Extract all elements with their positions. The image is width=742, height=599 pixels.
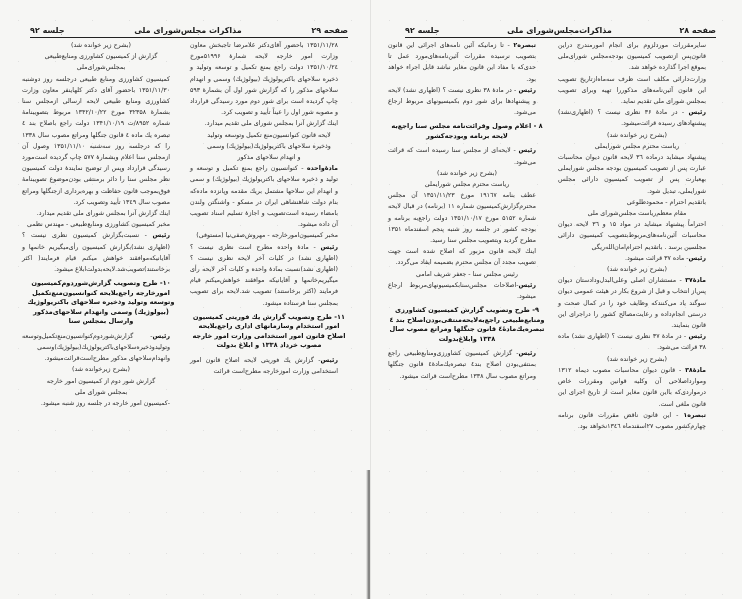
paragraph-text: (بشرح زیر خوانده شد) xyxy=(437,169,497,177)
running-title: مذاکرات مجلس‌شورای ملی xyxy=(134,26,242,35)
paragraph-text: لایحه قانون کنوانسیون‌منع تکمیل وتوسعه وتولید xyxy=(207,131,331,139)
paragraph xyxy=(388,145,546,167)
paragraph xyxy=(558,410,716,432)
paragraph xyxy=(190,163,348,230)
paragraph xyxy=(558,275,716,331)
paragraph-text: گزارش از کمیسیون کشاورزی ومنابع‌طبیعی xyxy=(44,53,158,61)
paragraph-text: ۸ - اعلام وصول وقرائت‌نامه مجلس سنا راجع‌به لایحه برنامه وبودجه‌کشور xyxy=(391,122,543,140)
paragraph-text: - مادهٔ واحده مطرح است نظری نیست ؟ (اظهاری نشد) در کلیات آخر لایحه نظری نیست ؟ (اظهاری نشد)نسبت بمادهٔ واحده و کلیات آخر لایحه رأی میگیریم‌خانمها و آقایانیکه موافقند خواهش‌میکنم قیام فرمایند (اکثر برخاستند) تصویب شد.لایحه برای تصویب بمجلس سنا فرستاده میشود. xyxy=(190,243,338,307)
centered-line xyxy=(190,141,348,152)
speaker-label: رئیس xyxy=(518,350,536,358)
paragraph-text: پیشنهاد میشاید درماده ۳٦ لایحه قانون دیوان محاسبات عبارت پس از تصویب کمیسیون بودجه مجلس شورایملی بهعبارت پس از تصویب کمیسیون دارائی مجلس شورایملی، تبدیل شود. xyxy=(558,154,706,195)
paragraph-text: اینك گزارش آنرا بمجلس شورای ملی تقدیم میدارد. xyxy=(36,210,170,218)
centered-line xyxy=(558,354,716,365)
running-title: مذاکرات‌مجلس‌شورای ملی xyxy=(507,26,612,35)
speaker-label: رئیس xyxy=(518,147,536,155)
left-page-header xyxy=(30,26,348,38)
paragraph xyxy=(388,280,546,302)
paragraph-text: باتقدیم احترام - محمودطلوعی xyxy=(626,198,706,206)
page-number: صفحه ۲۹ xyxy=(311,26,348,35)
paragraph-text: اینك لایحه قانون مزبور که اصلاح شده است جهت تصویب مجدد آن مجلس محترم بضمیمه ایفاد می‌گردد. xyxy=(388,248,536,267)
speaker-label: رئیس xyxy=(320,356,338,364)
speaker-label: رئیس xyxy=(518,281,536,289)
paragraph-text: وزارت‌دارائی مکلف است ظرف سه‌ماه‌ازتاریخ تصویب این قانون آئین‌نامه‌های مذکوررا تهیه وبرای تصویب بمجلس شورای ملی تقدیم نماید. xyxy=(558,75,706,106)
paragraph xyxy=(190,40,348,118)
paragraph-text: ریاست محترم مجلس شورایملی xyxy=(594,142,680,150)
paragraph-text: ۱۱- طرح وتصویب گزارش یك فوریتی کمیسیون امور استخدام وسازمانهای اداری راجع‌بلایحه اصلاح قانون امور استخدامی وزارت امور خارجه مصوب خرداد ۱۳۳۸ و ابلاغ بدولت xyxy=(192,312,346,350)
paragraph-text: اینك گزارش آنرا بمجلس شورای ملی تقدیم میدارد. xyxy=(204,120,338,128)
paragraph-text: احتراماً پیشنهاد میشاید در مواد ۱۵ و ۳٦ لایحه دیوان محاسبات آئین‌نامه‌های‌مربوط‌بتصویب کمیسیون دارائی مجلسین برسد . باتقدیم احترام‌امان‌الله‌ریگی xyxy=(558,221,706,251)
paragraph-text: مخبر کمیسیون کشاورزی ومنابع‌طبیعی - مهندس نظمی xyxy=(26,221,170,229)
paragraph-text: ۹- طرح وتصویب گزارش کمیسیون کشاورزی ومنابع‌طبیعی راجع‌به‌لایحه‌منتفی‌بودن‌اصلاح بند ٤ تبصره‌یك‌مادهٔ٤ قانون جنگلها ومراتع مصوب سال ۱۳۳۸ وابلاغ‌بدولت xyxy=(389,306,545,343)
centered-line xyxy=(388,179,546,190)
section-heading xyxy=(388,306,546,344)
paragraph xyxy=(22,331,180,365)
left-page-column-right xyxy=(22,40,180,409)
centered-line xyxy=(558,130,716,141)
session-number: جلسه ۹۲ xyxy=(30,26,65,35)
paragraph-text: (بشرح زیر خوانده شد) xyxy=(607,355,667,363)
speaker-label: مادهٔ‌واحده xyxy=(306,165,338,173)
speaker-label: رئیس xyxy=(518,86,536,94)
paragraph xyxy=(388,85,546,119)
paragraph-text: - این قانون ناقض مقررات قانون برنامه چهارم‌کشور مصوب ۲۷اسفندماه ۱۳٤٦نخواهد بود. xyxy=(558,411,706,430)
paragraph-text: (بشرح زیر خوانده شد) xyxy=(71,42,131,49)
speaker-label: مادهٔ۳۸ xyxy=(685,366,706,374)
paragraph-text: ۱۰- طرح وتصویب گزارش‌شوردوم‌کمیسیون امورخارجه راجع‌بلایحه کنوانسیون‌منع‌تکمیل وتوسعه وتولید وذخیره سلاحهای باکتریولوژیك (بیولوژیك) وسمی وانهدام سلاحهای‌مذکور وارسال بمجلس سنا xyxy=(27,279,175,326)
paragraph-text: ۱۳۵۱/۱۱/۲۸ باحضور آقای‌دکتر غلامرضا تاجبخش معاون وزارت امور خارجه لایحه شمارهٔ ۵۱۹۹۶مورخ ۱۳۵۱/۱۰/۲٤ دولت راجع بمنع تکمیل و توسعه وتولید و ذخیره سلاحهای باکتریولوژیك (بیولوژیك) وسمی و انهدام سلاحهای مذکور را که گزارش شور اول آن بشمارهٔ ۵۹۳ چاپ گردیده است برای شور دوم مورد رسیدگی قرارداد و مصوبه شور اول را عیناً تأیید و تصویب کرد. xyxy=(190,42,338,117)
section-heading xyxy=(22,279,180,327)
paragraph-text: - در مادهٔ ۳۷ نظری نیست ؟ (اظهاری نشد) ماده ۳۸ قرائت می‌شود. xyxy=(558,333,706,352)
paragraph xyxy=(558,74,716,108)
right-page-column-right xyxy=(558,40,716,432)
paragraph xyxy=(558,197,716,208)
paragraph xyxy=(190,242,348,309)
paragraph xyxy=(190,355,348,377)
speaker-label: رئیس xyxy=(152,232,170,240)
paragraph-text: - قانون دیوان محاسبات مصوب دیماه ۱۳۱۲ وموارداصلاحی آن وکلیه قوانین ومقررات خاص درمواردی‌که بااین قانون مغایر است از تاریخ اجرای این قانون ملغی است. xyxy=(558,366,706,408)
paragraph xyxy=(190,118,348,129)
right-page-column-left xyxy=(388,40,546,382)
paragraph-text: - تا زمانیکه آئین نامه‌های اجرائی این قانون بتصویب نرسیده مقررات آئین‌نامه‌های‌مورد عمل تا حدی‌که با مفاد این قانون مغایر نباشد قابل اجراء خواهد بود. xyxy=(388,42,536,83)
paragraph xyxy=(558,365,716,410)
paragraph xyxy=(388,190,546,246)
page-number: صفحه ۲۸ xyxy=(679,26,716,35)
speaker-label: رئیس xyxy=(688,333,706,341)
paragraph xyxy=(22,74,180,208)
centered-line xyxy=(558,141,716,152)
centered-line xyxy=(22,51,180,62)
speaker-label: رئیس xyxy=(152,332,170,340)
paragraph-text: - نسبت‌بگزارش کمیسیون نظری نیست ؟ (اظهاری نشد)بگزارش کمیسیون رأی‌میگیریم خانمها و آقایانیکه‌موافقند خواهش میکنم قیام فرمایند( اکثر برخاستند)تصویب‌شد.لایحه‌بدولت‌ابلاغ میشود. xyxy=(22,232,170,274)
paragraph-text: (بشرح زیرخوانده شد) xyxy=(72,366,130,374)
paragraph xyxy=(22,230,180,275)
section-heading xyxy=(190,313,348,351)
paragraph-text: رئیس مجلس سنا - جعفر شریف امامی xyxy=(416,270,518,278)
paragraph-text: - گزارش‌شوردوم‌کنوانسیون‌منع‌تکمیل‌وتوسعه وتولیدوذخیره‌سلاحهای‌باکتریولوژیك(بیولوژیك)وسمی وانهدام‌سلاحهای مذکور مطرح‌است‌قرائت‌میشود. xyxy=(22,332,170,363)
paragraph xyxy=(388,348,546,382)
session-number: جلسه ۹۲ xyxy=(405,26,440,35)
paragraph-text: ریاست محترم مجلس شورایملی xyxy=(424,181,510,189)
paragraph-text: (بشرح زیر خوانده شد) xyxy=(607,131,667,139)
paragraph-text: کمیسیون کشاورزی ومنابع طبیعی درجلسه روز دوشنبه ۱۳۵۱/۱۱/۳۰ باحضور آقای دکتر کلهاینفر معاون وزارت کشاورزی ومنابع طبیعی لایحه ارسالی ازمجلس سنا بشمارهٔ ۳۲۳۵۸ مورخ ۱۳۴۲/۱۰/۲۲ مربوط بتصویبنامهٔ شماره ۸۹۵۲/ت ۱۳۴۱/۱۰/۱۹ دولت راجع باصلاح بند ٤ تبصره یك ماده ٤ قانون جنگلها ومراتع مصوب سال ۱۳۳۸ را که درجلسه روز سه‌شنبه ۱۳۵۱/۱۱/۱۰ وصول آن ازمجلس سنا اعلام وبشمارهٔ ۵۷۷ چاپ گردیده است‌مورد رسیدگی قرارداد وپس از توضیح نمایندهٔ دولت کمیسیون نظر مجلس سنا را دائر برمنتفی بودن‌موضوع تصویبنامهٔ فوق‌بموجب قانون حفاظت و بهره‌برداری ازجنگلها ومراتع مصوب سال ۱۳٤۹ تأیید وتصویب کرد. xyxy=(22,75,170,206)
paragraph xyxy=(558,40,716,74)
centered-line xyxy=(22,364,180,375)
right-page-header xyxy=(405,26,716,38)
paragraph xyxy=(190,230,348,241)
speaker-label: رئیس xyxy=(688,254,706,262)
paragraph-text: - مستشاران اصلی وعلی‌البدل‌ودادستان دیوان پس‌از انتخاب و قبل از شروع بکار در هیئت عمومی دیوان سوگند یاد می‌کنندکه وظایف خود را در کمال صحت و درستی انجام‌داده و رعایت‌مصالح کشور را دراجرای این قانون بنمایند. xyxy=(558,277,706,330)
centered-line xyxy=(22,387,180,398)
speaker-label: رئیس xyxy=(688,109,706,117)
paragraph-text: - در مادهٔ ۳۸ نظری نیست ؟ (اظهاری نشد) لایحه و پیشنهادها برای شور دوم بکمیسیونهای مربوط ارجاع می‌شود. xyxy=(388,86,536,117)
paragraph-text: عطف بنامه ۱۹۱٦۷ مورخ ۱۳۵۱/۱۱/۲۳ آن مجلس محترم‌گزارش‌کمیسیون شماره ۱۱ (برنامه) در قبال لایحه شماره ۵۱۵۲ مورخ ۱۳۵۱/۱۰/۱۷ دولت راجع‌به برنامه و بودجه کشور در جلسه روز شنبه پنجم اسفندماه ۱۳۵۱ مطرح گردید وبتصویب مجلس سنا رسید. xyxy=(388,192,536,245)
centered-line xyxy=(388,269,546,280)
paragraph-text: مخبر کمیسیون‌امورخارجه - مهروش‌صفی‌نیا (مستوفی) xyxy=(196,232,338,240)
paragraph xyxy=(22,219,180,230)
paragraph-text: - لایحه‌ای از مجلس سنا رسیده است که قرائت می‌شود. xyxy=(388,147,536,166)
speaker-label: تبصره۱ xyxy=(683,411,706,419)
paragraph-text: بمجلس‌شورای‌ملی xyxy=(76,64,126,72)
paragraph-text: بمجلس شورای ملی xyxy=(74,388,128,396)
left-page-column-left xyxy=(190,40,348,377)
centered-line xyxy=(558,264,716,275)
paragraph xyxy=(558,219,716,253)
speaker-label: رئیس xyxy=(320,243,338,251)
paragraph-text: - در مادهٔ ۳۶ نظری نیست ؟ (اظهاری‌نشد) پیشنهادهای رسیده قرائت‌میشود. xyxy=(558,109,706,128)
paragraph-text: - گزارش کمیسیون کشاورزی‌ومنابع‌طبیعی راجع بمنتفی‌بودن اصلاح بند٤ تبصره‌یك‌مادهٔ٤ قانون جنگلها ومراتع مصوب سال ۱۳۳۸ مطرح‌است قرائت میشود. xyxy=(388,350,536,380)
paragraph-text: سایرمقررات موردلزوم برای انجام امورمندرج دراین قانون‌پس ازتصویب کمیسیون بودجه‌مجلس شورای‌ملی بموقع اجرا گذارده خواهد شد. xyxy=(558,42,706,72)
centered-line xyxy=(22,376,180,387)
paragraph-text: -اصلاحات مجلس‌سنابکمیسیونهای‌مربوط ارجاع میشود. xyxy=(388,281,536,301)
paragraph xyxy=(22,208,180,219)
section-heading xyxy=(388,122,546,141)
paragraph-text: وذخیره سلاحهای باکتریولوژیك(بیولوژیك) وسمی xyxy=(207,142,331,150)
paragraph xyxy=(388,40,546,85)
right-page xyxy=(371,0,742,599)
paragraph-text: - ماده ۳۷ قرائت میشود. xyxy=(624,254,689,262)
paragraph xyxy=(558,253,716,264)
paragraph-text: - کنوانسیون راجع بمنع تکمیل و توسعه و تولید و ذخیره سلاحهای باکتریولوژیك (بیولوژیك) و سمی و انهدام این سلاحها مشتمل بریك مقدمه وپانزده ماده‌که بنام دولت شاهنشاهی ایران در مسکو - واشنگتن ولندن بامضاء رسیده است‌تصویب و اجازهٔ تسلیم اسناد تصویب آن داده میشود. xyxy=(190,165,338,229)
paragraph-text: مقام معظم‌ریاست مجلس‌شورای ملی xyxy=(587,210,687,218)
paragraph-text: (بشرح زیر خوانده شد) xyxy=(607,266,667,274)
paragraph-text: -کمیسیون امور خارجه در جلسه روز شنبه میشود. xyxy=(40,399,170,407)
paragraph xyxy=(22,398,180,409)
centered-line xyxy=(558,208,716,219)
paragraph xyxy=(558,107,716,129)
speaker-label: تبصره۲ xyxy=(513,42,536,49)
paragraph xyxy=(558,331,716,353)
centered-line xyxy=(190,130,348,141)
paragraph-text: گزارش شور دوم از کمیسیون امور خارجه xyxy=(46,377,156,385)
centered-line xyxy=(388,168,546,179)
paragraph xyxy=(388,246,546,268)
paragraph-text: - گزارش یك فوریتی لایحه اصلاح قانون امور استخدامی وزارت اموزخارجه مطرح‌است قرائت xyxy=(190,356,338,376)
paragraph-text: و انهدام سلاحهای مذکور xyxy=(237,154,301,162)
centered-line xyxy=(22,40,180,51)
centered-line xyxy=(22,62,180,73)
centered-line xyxy=(190,152,348,163)
speaker-label: مادهٔ۳۷ xyxy=(685,277,706,285)
paragraph xyxy=(558,152,716,197)
